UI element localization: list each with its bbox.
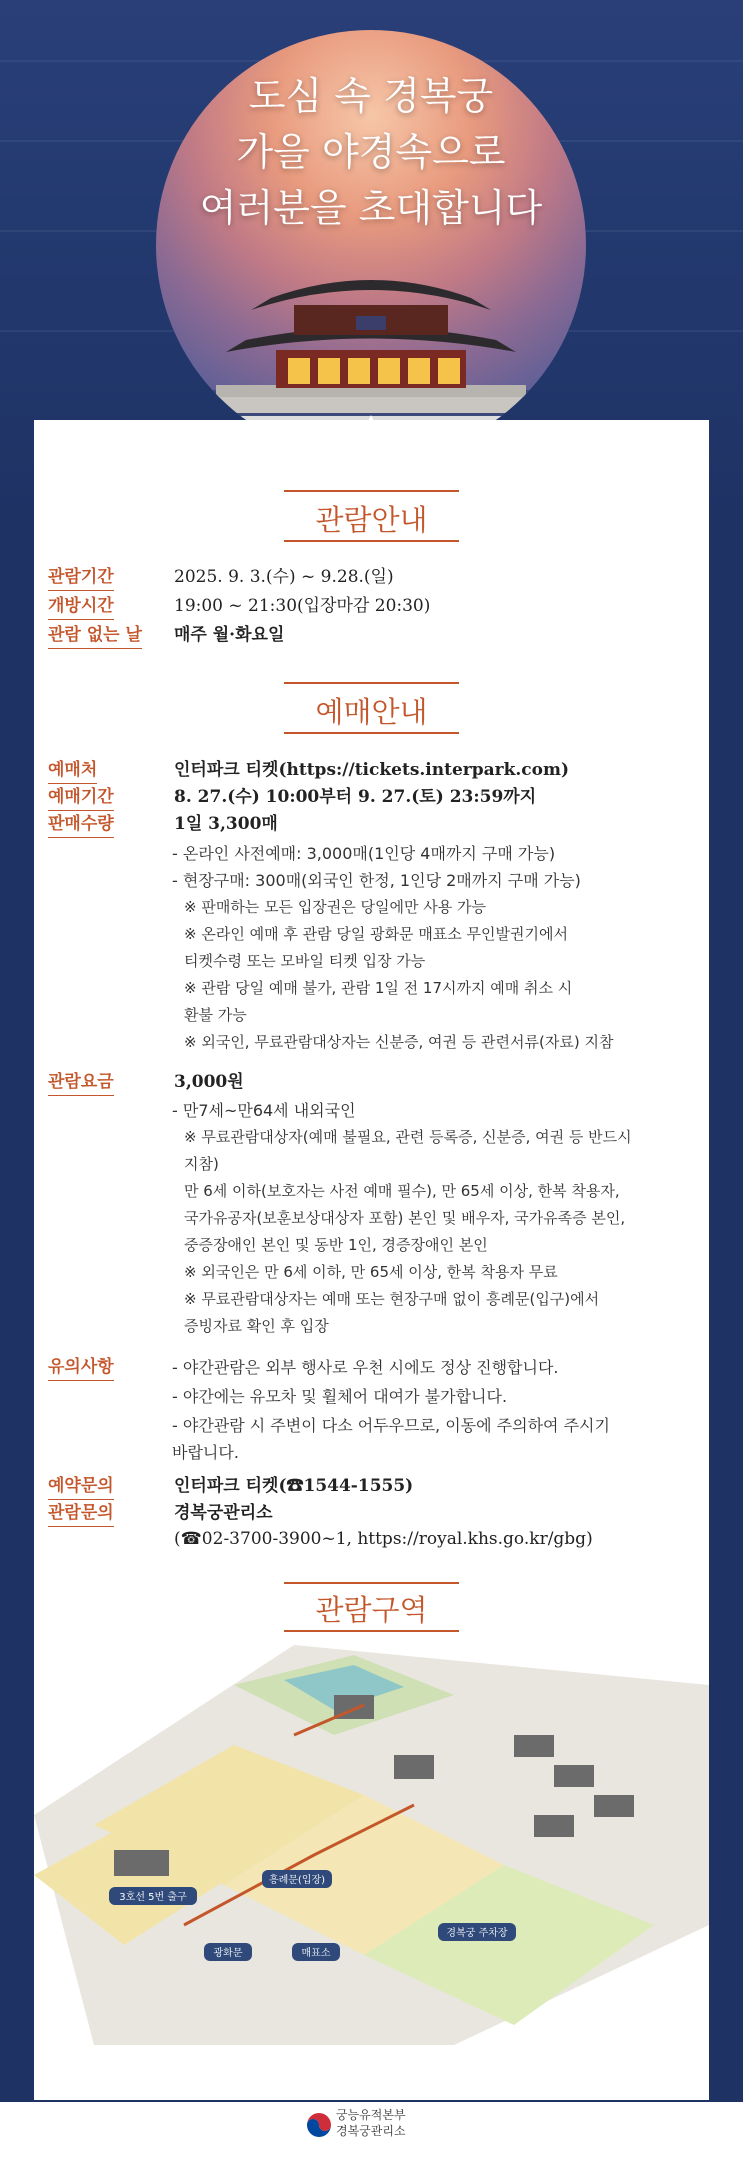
label-hours: 개방시간 [48,594,114,620]
label-closed-days: 관람 없는 날 [48,623,142,649]
fee-note: 만 6세 이하(보호자는 사전 예매 필수), 만 65세 이상, 한복 착용자, [184,1182,620,1200]
label-fee: 관람요금 [48,1070,114,1096]
map-label-heungnyemun: 흥례문(입장) [268,1875,326,1886]
section-line [284,682,459,684]
quantity-note: ※ 온라인 예매 후 관람 당일 광화문 매표소 무인발권기에서 [184,925,568,943]
label-contact: 예약문의 [48,1474,114,1500]
map-label-subway: 3호선 5번 출구 [119,1892,187,1903]
palace-area-map [34,1625,709,2045]
section-line [284,1582,459,1584]
hero-title-line-2: 가을 야경속으로 [236,130,506,174]
label-booking-period: 예매기간 [48,785,114,811]
fee-line: - 만7세~만64세 내외국인 [172,1101,356,1120]
fee-note: 지참) [184,1155,219,1173]
hero-title-line-1: 도심 속 경복궁 [248,74,494,118]
label-inquiry: 관람문의 [48,1501,114,1527]
quantity-note: ※ 관람 당일 예매 불가, 관람 1일 전 17시까지 예매 취소 시 [184,979,573,997]
value-quantity: 1일 3,300매 [174,814,278,834]
value-contact: 인터파크 티켓(☎1544-1555) [174,1476,414,1496]
value-hours: 19:00 ~ 21:30(입장마감 20:30) [174,596,431,616]
quantity-note: 티켓수령 또는 모바일 티켓 입장 가능 [184,952,426,970]
section-underline [284,732,459,734]
hero-title-line-3: 여러분을 초대합니다 [199,186,543,230]
fee-note: ※ 무료관람대상자는 예매 또는 현장구매 없이 흥례문(입구)에서 [184,1290,600,1308]
fee-note: 중증장애인 본인 및 동반 1인, 경증장애인 본인 [184,1236,488,1254]
quantity-note: ※ 판매하는 모든 입장권은 당일에만 사용 가능 [184,898,486,916]
org-line-2: 경복궁관리소 [336,2124,406,2138]
fee-note: ※ 외국인은 만 6세 이하, 만 65세 이상, 한복 착용자 무료 [184,1263,558,1281]
map-label-parking: 경복궁 주차장 [446,1928,508,1939]
map-label-gwanghwamun: 광화문 [213,1948,243,1959]
map-label-ticket: 매표소 [301,1948,331,1959]
value-closed-days: 매주 월·화요일 [174,625,285,645]
caution-line: - 야간관람은 외부 행사로 우천 시에도 정상 진행합니다. [172,1358,559,1377]
government-logo-icon [306,2112,332,2138]
label-period: 관람기간 [48,565,114,591]
org-name [336,2107,406,2139]
quantity-note: ※ 외국인, 무료관람대상자는 신분증, 여권 등 관련서류(자료) 지참 [184,1033,614,1051]
caution-line: 바랍니다. [172,1443,239,1462]
caution-line: - 야간관람 시 주변이 다소 어두우므로, 이동에 주의하여 주시기 [172,1416,610,1435]
fee-note: ※ 무료관람대상자(예매 불필요, 관련 등록증, 신분증, 여권 등 반드시 [184,1128,632,1146]
value-fee: 3,000원 [174,1072,244,1092]
section-title-viewing: 관람안내 [315,503,428,537]
section-underline [284,540,459,542]
value-inquiry-detail: (☎02-3700-3900~1, https://royal.khs.go.kr/gbg) [174,1529,593,1549]
quantity-note: 환불 가능 [184,1006,247,1024]
quantity-line: - 온라인 사전예매: 3,000매(1인당 4매까지 구매 가능) [172,844,556,863]
hero-title [156,68,586,236]
caution-line: - 야간에는 유모차 및 휠체어 대여가 불가합니다. [172,1387,508,1406]
label-vendor: 예매처 [48,758,97,784]
value-inquiry: 경복궁관리소 [174,1503,273,1523]
section-title-booking: 예매안내 [315,695,428,729]
value-period: 2025. 9. 3.(수) ~ 9.28.(일) [174,567,394,587]
label-quantity: 판매수량 [48,812,114,838]
section-line [284,490,459,492]
quantity-line: - 현장구매: 300매(외국인 한정, 1인당 2매까지 구매 가능) [172,871,581,890]
org-line-1: 궁능유적본부 [336,2108,406,2122]
fee-note: 국가유공자(보훈보상대상자 포함) 본인 및 배우자, 국가유족증 본인, [184,1209,626,1227]
value-vendor: 인터파크 티켓(https://tickets.interpark.com) [174,760,570,780]
info-card [34,420,709,2100]
value-booking-period: 8. 27.(수) 10:00부터 9. 27.(토) 23:59까지 [174,787,537,807]
label-caution: 유의사항 [48,1355,114,1381]
hero-circle [156,30,586,460]
fee-note: 증빙자료 확인 후 입장 [184,1317,329,1335]
section-title-area: 관람구역 [315,1593,428,1627]
